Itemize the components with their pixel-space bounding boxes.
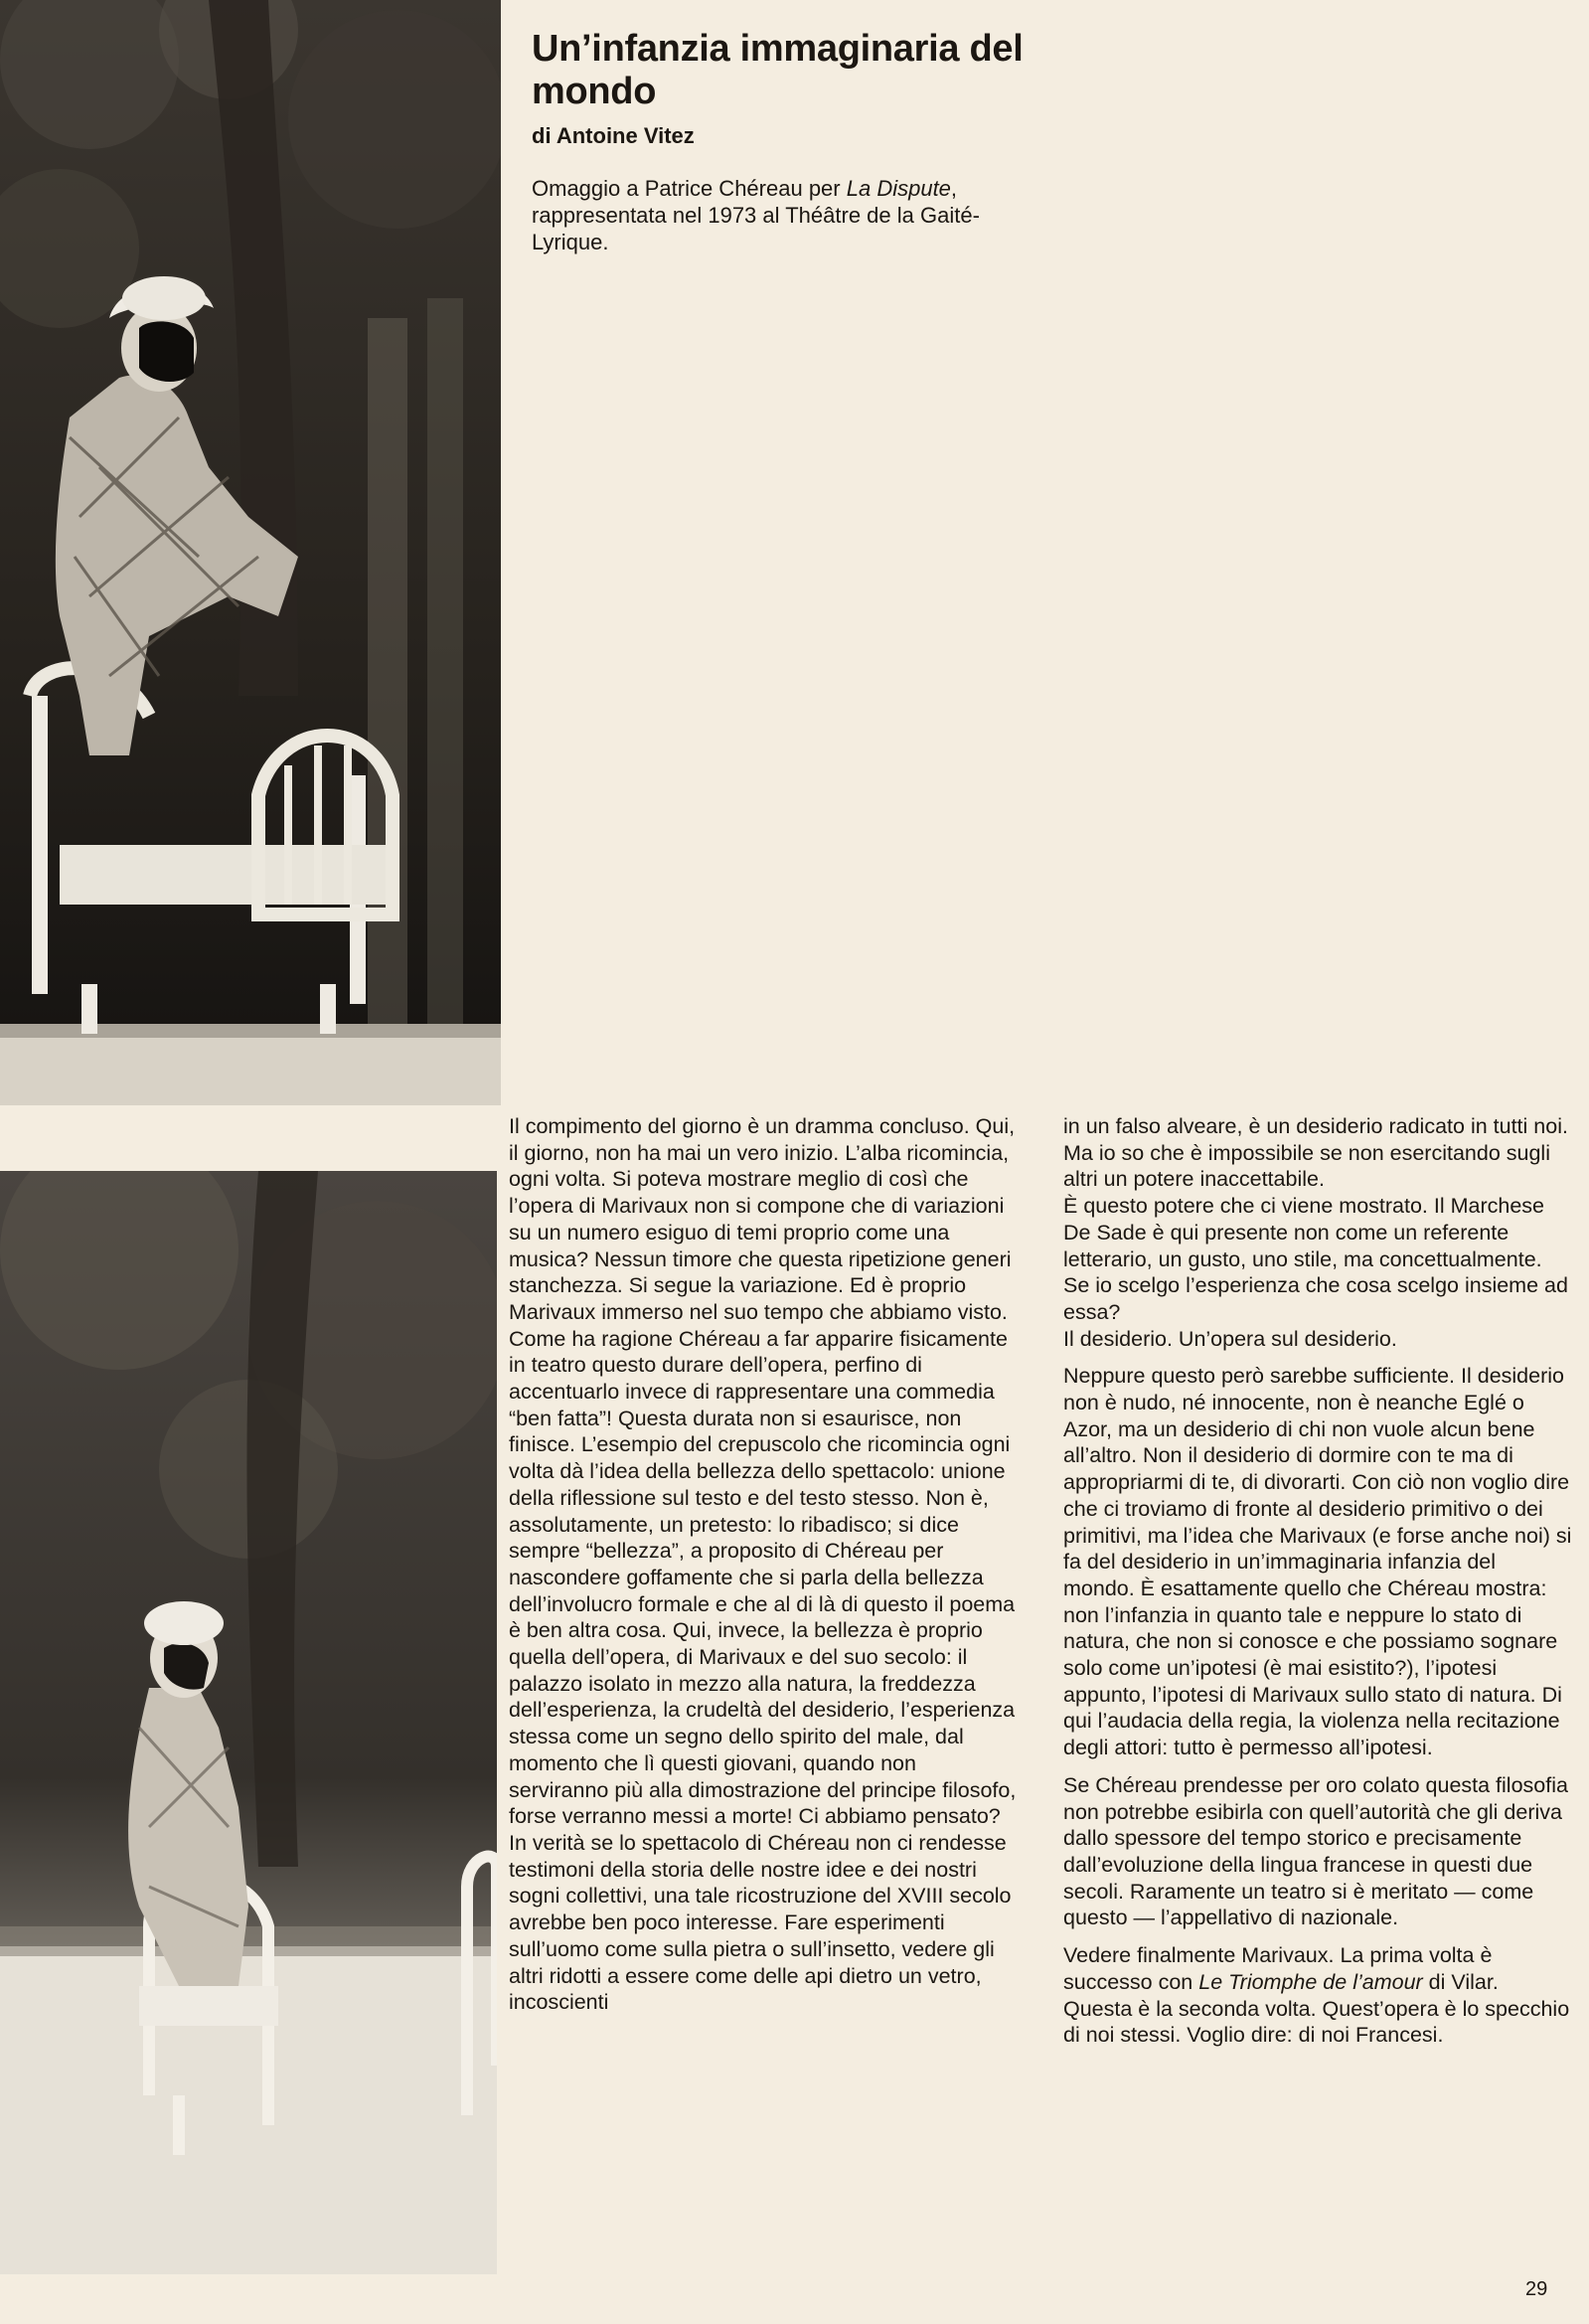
paragraph-final: Vedere finalmente Marivaux. La prima volta è successo con Le Triomphe de l’amour di Vilar. Questa è la seconda volta. Quest’opera è lo specchio di noi stessi. Voglio dire: di noi Francesi.: [1063, 1943, 1570, 2048]
paragraph: in un falso alveare, è un desiderio radicato in tutti noi. Ma io so che è impossibile se non esercitando sugli altri un potere inaccettabile.: [1063, 1114, 1568, 1192]
article-lead: Omaggio a Patrice Chéreau per La Dispute, rappresentata nel 1973 al Théâtre de la Gaité-Lyrique.: [532, 176, 980, 254]
paragraph: Il desiderio. Un’opera sul desiderio.: [1063, 1326, 1397, 1351]
lead-play-title: La Dispute: [846, 176, 951, 201]
paragraph: È questo potere che ci viene mostrato. Il Marchese De Sade è qui presente non come un referente letterario, un gusto, uno stile, ma concettualmente. Se io scelgo l’esperienza che cosa scelgo insieme ad essa?: [1063, 1194, 1568, 1324]
article-title: Un’infanzia immaginaria del mondo: [532, 28, 1024, 112]
photo-harlequin-on-chair: [0, 0, 501, 1105]
photo-harlequin-seated: [0, 1171, 497, 2274]
play-title-triomphe: Le Triomphe de l’amour: [1198, 1969, 1423, 1994]
paragraph: Come ha ragione Chéreau a far apparire fisicamente in teatro questo durare dell’opera, perfino di accentuarlo invece di rappresentare una commedia “ben fatta”! Questa durata non si esaurisce, non finisce. L’esempio del crepuscolo che ricomincia ogni volta dà l’idea della bellezza dello spettacolo: unione della riflessione sul testo e del testo stesso. Non è, assolutamente, un pretesto: lo ribadisco; si dice sempre “bellezza”, a proposito di Chéreau per nascondere goffamente che si parla della bellezza dell’involucro formale e che al di là di questo il poema è ben altra cosa. Qui, invece, la bellezza è proprio quella dell’opera, di Marivaux e del suo secolo: il palazzo isolato in mezzo alla natura, la freddezza dell’esperienza, la crudeltà del desiderio, l’esperienza stessa come un segno dello spirito del male, dal momento che lì questi giovani, quando non serviranno più alla dimostrazione del principe filosofo, forse verranno messi a morte! Ci abbiamo pensato?: [509, 1326, 1017, 1829]
paragraph: Se Chéreau prendesse per oro colato questa filosofia non potrebbe esibirla con quell’autorità che gli deriva dallo spessore del tempo storico e precisamente dall’evoluzione della lingua francese in questi due secoli. Raramente un teatro si è meritato — come questo — l’appellativo di nazionale.: [1063, 1772, 1568, 1930]
paragraph: Neppure questo però sarebbe sufficiente. Il desiderio non è nudo, né innocente, non è neanche Eglé o Azor, ma un desiderio di chi non vuole alcun bene all’altro. Non il desiderio di dormire con te ma di appropriarmi di te, di divorarti. Con ciò non voglio dire che ci troviamo di fronte al desiderio primitivo o dei primitivi, ma l’idea che Marivaux (e forse anche noi) si fa del desiderio in un’immaginaria infanzia del mondo. È esattamente quello che Chéreau mostra: non l’infanzia in quanto tale e neppure lo stato di natura, che non si conosce e che possiamo sognare solo come un’ipotesi (è mai esistito?), l’ipotesi appunto, l’ipotesi di Marivaux sullo stato di natura. Di qui l’audacia della regia, la violenza nella recitazione degli attori: tutto è permesso all’ipotesi.: [1063, 1364, 1572, 1760]
article-column-left: [509, 1113, 1018, 2016]
page-number: 29: [1525, 2278, 1548, 2300]
paragraph: Il compimento del giorno è un dramma concluso. Qui, il giorno, non ha mai un vero inizio. L’alba ricomincia, ogni volta. Si poteva mostrare meglio di così che l’opera di Marivaux non si compone che di variazioni su un numero esiguo di temi proprio come una musica? Nessun timore che questa ripetizione generi stanchezza. Si segue la variazione. Ed è proprio Marivaux immerso nel suo tempo che abbiamo visto.: [509, 1114, 1016, 1324]
article-column-right: [1063, 1113, 1572, 2049]
paragraph: In verità se lo spettacolo di Chéreau non ci rendesse testimoni della storia delle nostre idee e dei nostri sogni collettivi, una tale ricostruzione del XVIII secolo avrebbe ben poco interesse. Fare esperimenti sull’uomo come sulla pietra o sull’insetto, vedere gli altri ridotti a essere come delle api dietro un vetro, incoscienti: [509, 1830, 1012, 2015]
article-byline: di Antoine Vitez: [532, 123, 695, 148]
